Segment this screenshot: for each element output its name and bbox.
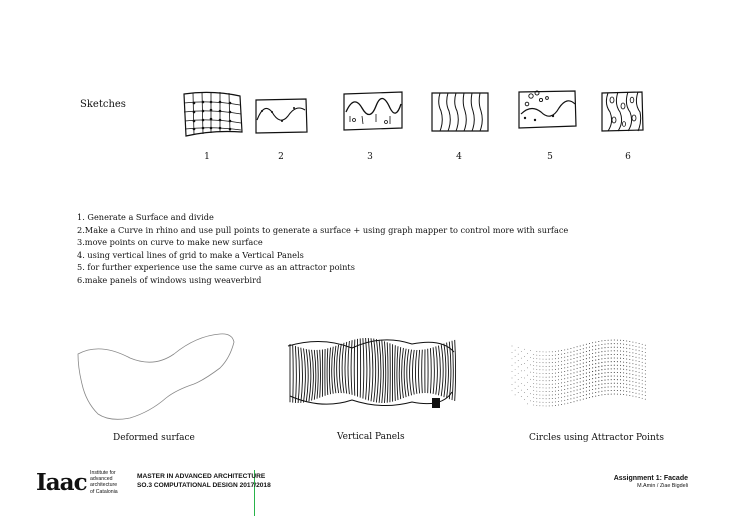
sketch-number: 5 (547, 152, 553, 162)
circles-attractor-drawing (506, 334, 656, 412)
step-item: 5. for further experience use the same curve as an attractor points (77, 262, 355, 273)
sketch-5-attractor-points (515, 86, 581, 134)
institute-name: Institute for advanced architecture of Catalonia (90, 470, 118, 495)
step-item: 6.make panels of windows using weaverbird (77, 274, 262, 285)
step-item: 2.Make a Curve in rhino and use pull points to generate a surface + using graph mapper to control more with surface (77, 224, 569, 235)
sketch-number: 2 (278, 152, 284, 162)
assignment-title: Assignment 1: Facade (613, 475, 688, 482)
deformed-surface-drawing (70, 328, 240, 424)
sketch-3-curve-surface (340, 86, 406, 136)
step-item: 4. using vertical lines of grid to make a Vertical Panels (77, 249, 304, 260)
sketch-number: 3 (367, 152, 373, 162)
caption-deformed-surface: Deformed surface (113, 433, 195, 443)
sketch-number: 4 (456, 152, 462, 162)
step-item: 3.move points on curve to make new surface (77, 237, 263, 248)
program-title: MASTER IN ADVANCED ARCHITECTURE SO.3 COMPUTATIONAL DESIGN 2017/2018 (137, 473, 271, 489)
iaac-logo: Iaac (36, 469, 87, 496)
vertical-panels-drawing (282, 330, 462, 414)
sketch-number: 6 (625, 152, 631, 162)
caption-vertical-panels: Vertical Panels (337, 432, 405, 442)
authors: M.Amin / Ziae Bigdeli (637, 483, 688, 489)
sketch-number: 1 (204, 152, 210, 162)
sketch-1-grid-surface (178, 88, 246, 140)
assignment-info (614, 475, 688, 489)
step-item: 1. Generate a Surface and divide (77, 212, 214, 222)
sketch-4-vertical-panels (428, 89, 492, 137)
caption-circles-attractor: Circles using Attractor Points (529, 433, 665, 443)
steps-list (77, 211, 568, 287)
sketch-2-wave (252, 96, 310, 136)
sketches-label: Sketches (80, 99, 126, 110)
sketch-6-window-panels (598, 88, 646, 136)
